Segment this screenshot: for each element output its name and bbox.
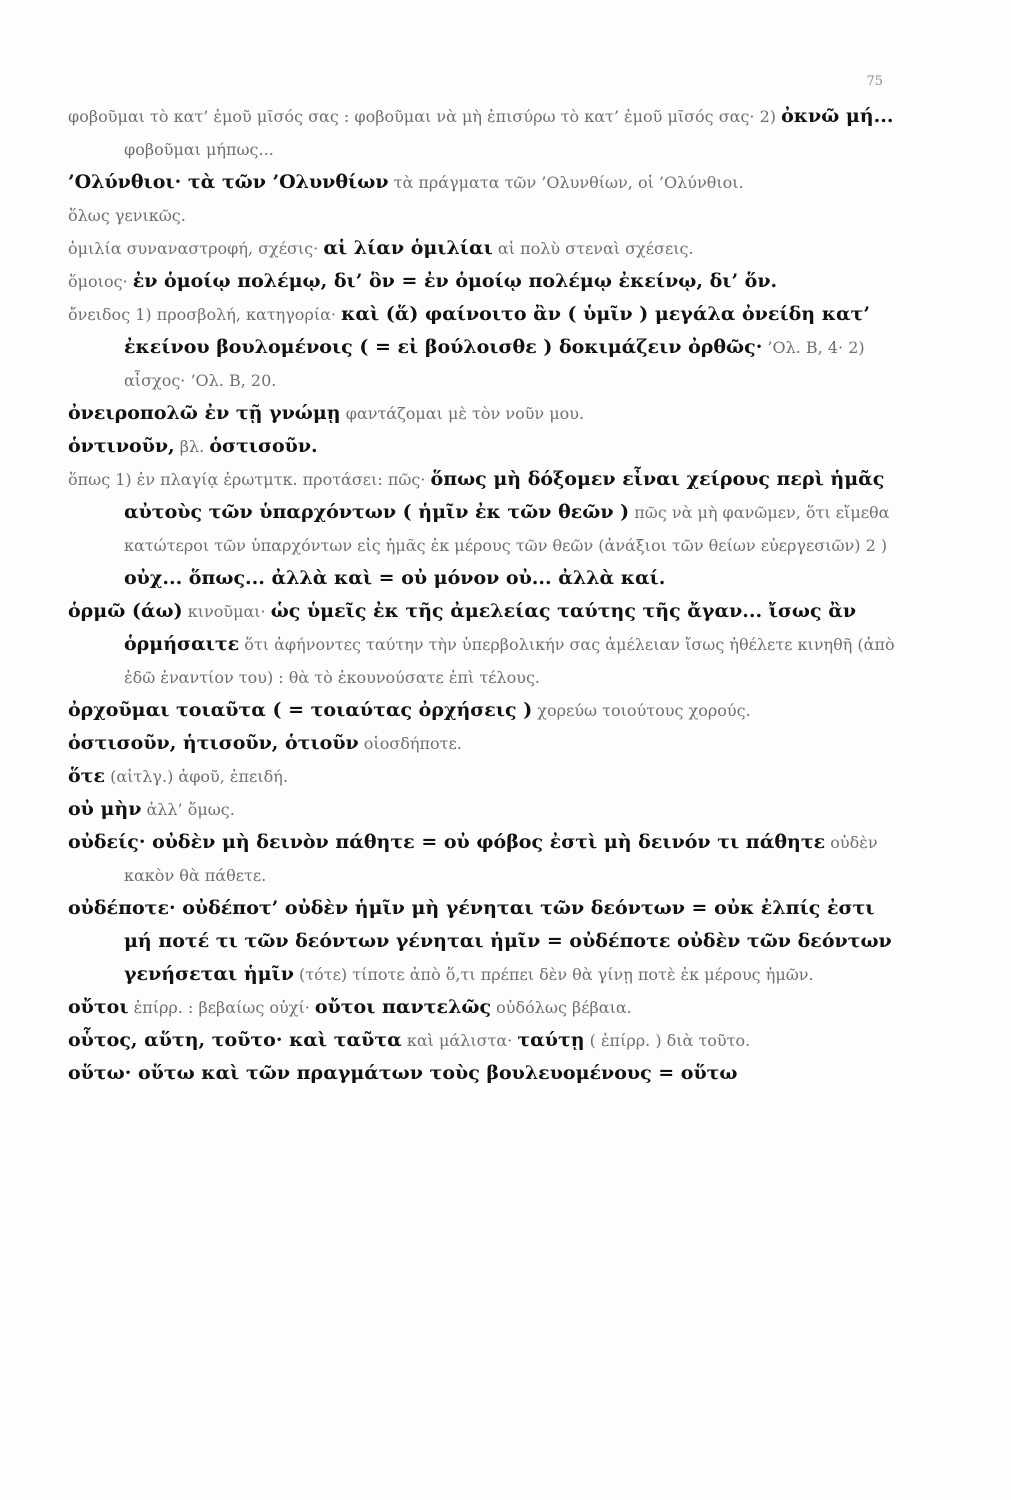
bold-term: ὀρχοῦμαι τοιαῦτα ( = τοιαύτας ὀρχήσεις ) [68,699,533,721]
gloss-text: τὰ πράγματα τῶν ’Ολυνθίων, οἱ ’Ολύνθιοι. [388,173,744,192]
bold-term: οὐδείς· οὐδὲν μὴ δεινὸν πάθητε = οὐ φόβος ἐστὶ μὴ δεινόν τι πάθητε [68,831,826,853]
glossary-entry [68,892,900,991]
gloss-text: ὅμοιος· [68,272,133,291]
bold-term: οὔτοι παντελῶς [314,996,492,1018]
gloss-text: χορεύω τοιούτους χορούς. [532,701,751,720]
glossary-entry [68,826,900,892]
bold-term: αἱ λίαν ὁμιλίαι [323,237,493,259]
bold-term: οὗτος, αὕτη, τοῦτο· καὶ ταῦτα [68,1029,402,1051]
bold-term: ὅτε [68,765,106,787]
gloss-text: ’Ολ. Β, 4· 2) αἶσχος· ’Ολ. Β, 20. [124,338,865,390]
bold-term: ὁντινοῦν, [68,435,175,457]
bold-term: οὐδέποτε· οὐδέποτ’ οὐδὲν ἡμῖν μὴ γένηται τῶν δεόντων = οὐκ ἐλπίς ἐστι μή ποτέ τι τῶν δεόντων γένηται ἡμῖν = οὐδέποτε οὐδὲν τῶν δεόντων γενήσεται ἡμῖν [68,897,892,985]
glossary-entry [68,595,900,694]
gloss-text: ( ἐπίρρ. ) διὰ τοῦτο. [584,1031,751,1050]
glossary-entry [68,991,900,1024]
gloss-text: βλ. [174,437,210,456]
gloss-text: (αἰτλγ.) ἀφοῦ, ἐπειδή. [105,767,288,786]
bold-term: οὕτω· οὕτω καὶ τῶν πραγμάτων τοὺς βουλευομένους = οὕτω [68,1062,738,1084]
gloss-text: ὅλως γενικῶς. [68,206,186,225]
gloss-text: (τότε) τίποτε ἀπὸ ὅ,τι πρέπει δὲν θὰ γίνῃ ποτὲ ἐκ μέρους ἡμῶν. [293,965,814,984]
page-number: 75 [866,74,883,89]
gloss-text: αἱ πολὺ στεναὶ σχέσεις. [492,239,694,258]
glossary-entry [68,199,900,232]
gloss-text: φοβοῦμαι τὸ κατ’ ἐμοῦ μῖσός σας : φοβοῦμαι νὰ μὴ ἐπισύρω τὸ κατ’ ἐμοῦ μῖσός σας· 2) [68,107,782,126]
bold-term: ’Ολύνθιοι· τὰ τῶν ’Ολυνθίων [68,171,389,193]
bold-term: ταύτῃ [517,1029,585,1051]
gloss-text: ὅπως 1) ἐν πλαγίᾳ ἐρωτμτκ. προτάσει: πῶς· [68,470,431,489]
gloss-text: οἱοσδήποτε. [358,734,462,753]
glossary-entry [68,463,900,595]
glossary-entry [68,1057,900,1090]
glossary-entry [68,1024,900,1057]
gloss-text: ὁμιλία συναναστροφή, σχέσις· [68,239,324,258]
bold-term: ὀνειροπολῶ ἐν τῇ γνώμῃ [68,402,341,424]
gloss-text: καὶ μάλιστα· [401,1031,518,1050]
glossary-entry [68,265,900,298]
bold-term: ὁστισοῦν. [209,435,318,457]
glossary-entry [68,760,900,793]
bold-term: ὅπως μὴ δόξομεν εἶναι χείρους περὶ ἡμᾶς αὐτοὺς τῶν ὑπαρχόντων ( ἡμῖν ἐκ τῶν θεῶν ) [124,468,885,523]
gloss-text: φοβοῦμαι μήπως... [124,140,274,159]
gloss-text: ἐπίρρ. : βεβαίως οὐχί· [128,998,315,1017]
gloss-text: ὅτι ἀφήνοντες ταύτην τὴν ὑπερβολικήν σας ἀμέλειαν ἴσως ἠθέλετε κινηθῆ (ἀπὸ ἐδῶ ἐναντίον του) : θὰ τὸ ἐκουνούσατε ἐπὶ τέλους. [124,635,895,687]
bold-term: οὐ μὴν [68,798,142,820]
glossary-entry [68,100,900,166]
glossary-entry [68,232,900,265]
bold-term: ὡς ὑμεῖς ἐκ τῆς ἀμελείας ταύτης τῆς ἄγαν... ἴσως ἂν ὁρμήσαιτε [124,600,857,655]
glossary-entry [68,397,900,430]
glossary-entry [68,298,900,397]
bold-term: ἐν ὁμοίῳ πολέμῳ, δι’ ὃν = ἐν ὁμοίῳ πολέμῳ ἐκείνῳ, δι’ ὅν. [132,270,778,292]
bold-term: καὶ (ἅ) φαίνοιτο ἂν ( ὑμῖν ) μεγάλα ὀνείδη κατ’ ἐκείνου βουλομένοις ( = εἰ βούλοισθε ) δοκιμάζειν ὀρθῶς· [124,303,870,358]
gloss-text: φαντάζομαι μὲ τὸν νοῦν μου. [340,404,585,423]
bold-term: οὐχ... ὅπως... ἀλλὰ καὶ = οὐ μόνον οὐ... ἀλλὰ καί. [124,567,666,589]
gloss-text: ὄνειδος 1) προσβολή, κατηγορία· [68,305,342,324]
gloss-text: πῶς νὰ μὴ φανῶμεν, ὅτι εἴμεθα κατώτεροι τῶν ὑπαρχόντων εἰς ἡμᾶς ἐκ μέρους τῶν θεῶν (ἀνάξιοι τῶν θείων εὐεργεσιῶν) 2 ) [124,503,890,555]
gloss-text: κινοῦμαι· [182,602,271,621]
glossary-entry [68,166,900,199]
bold-term: ὁρμῶ (άω) [68,600,183,622]
glossary-entry [68,430,900,463]
glossary-entry [68,793,900,826]
bold-term: οὔτοι [68,996,129,1018]
glossary-list [68,100,900,1090]
gloss-text: οὐδὲν κακὸν θὰ πάθετε. [124,833,878,885]
gloss-text: οὐδόλως βέβαια. [491,998,632,1017]
glossary-entry [68,727,900,760]
bold-term: ὀκνῶ μή... [781,105,894,127]
gloss-text: ἀλλ’ ὅμως. [141,800,235,819]
glossary-entry [68,694,900,727]
bold-term: ὁστισοῦν, ἡτισοῦν, ὁτιοῦν [68,732,359,754]
